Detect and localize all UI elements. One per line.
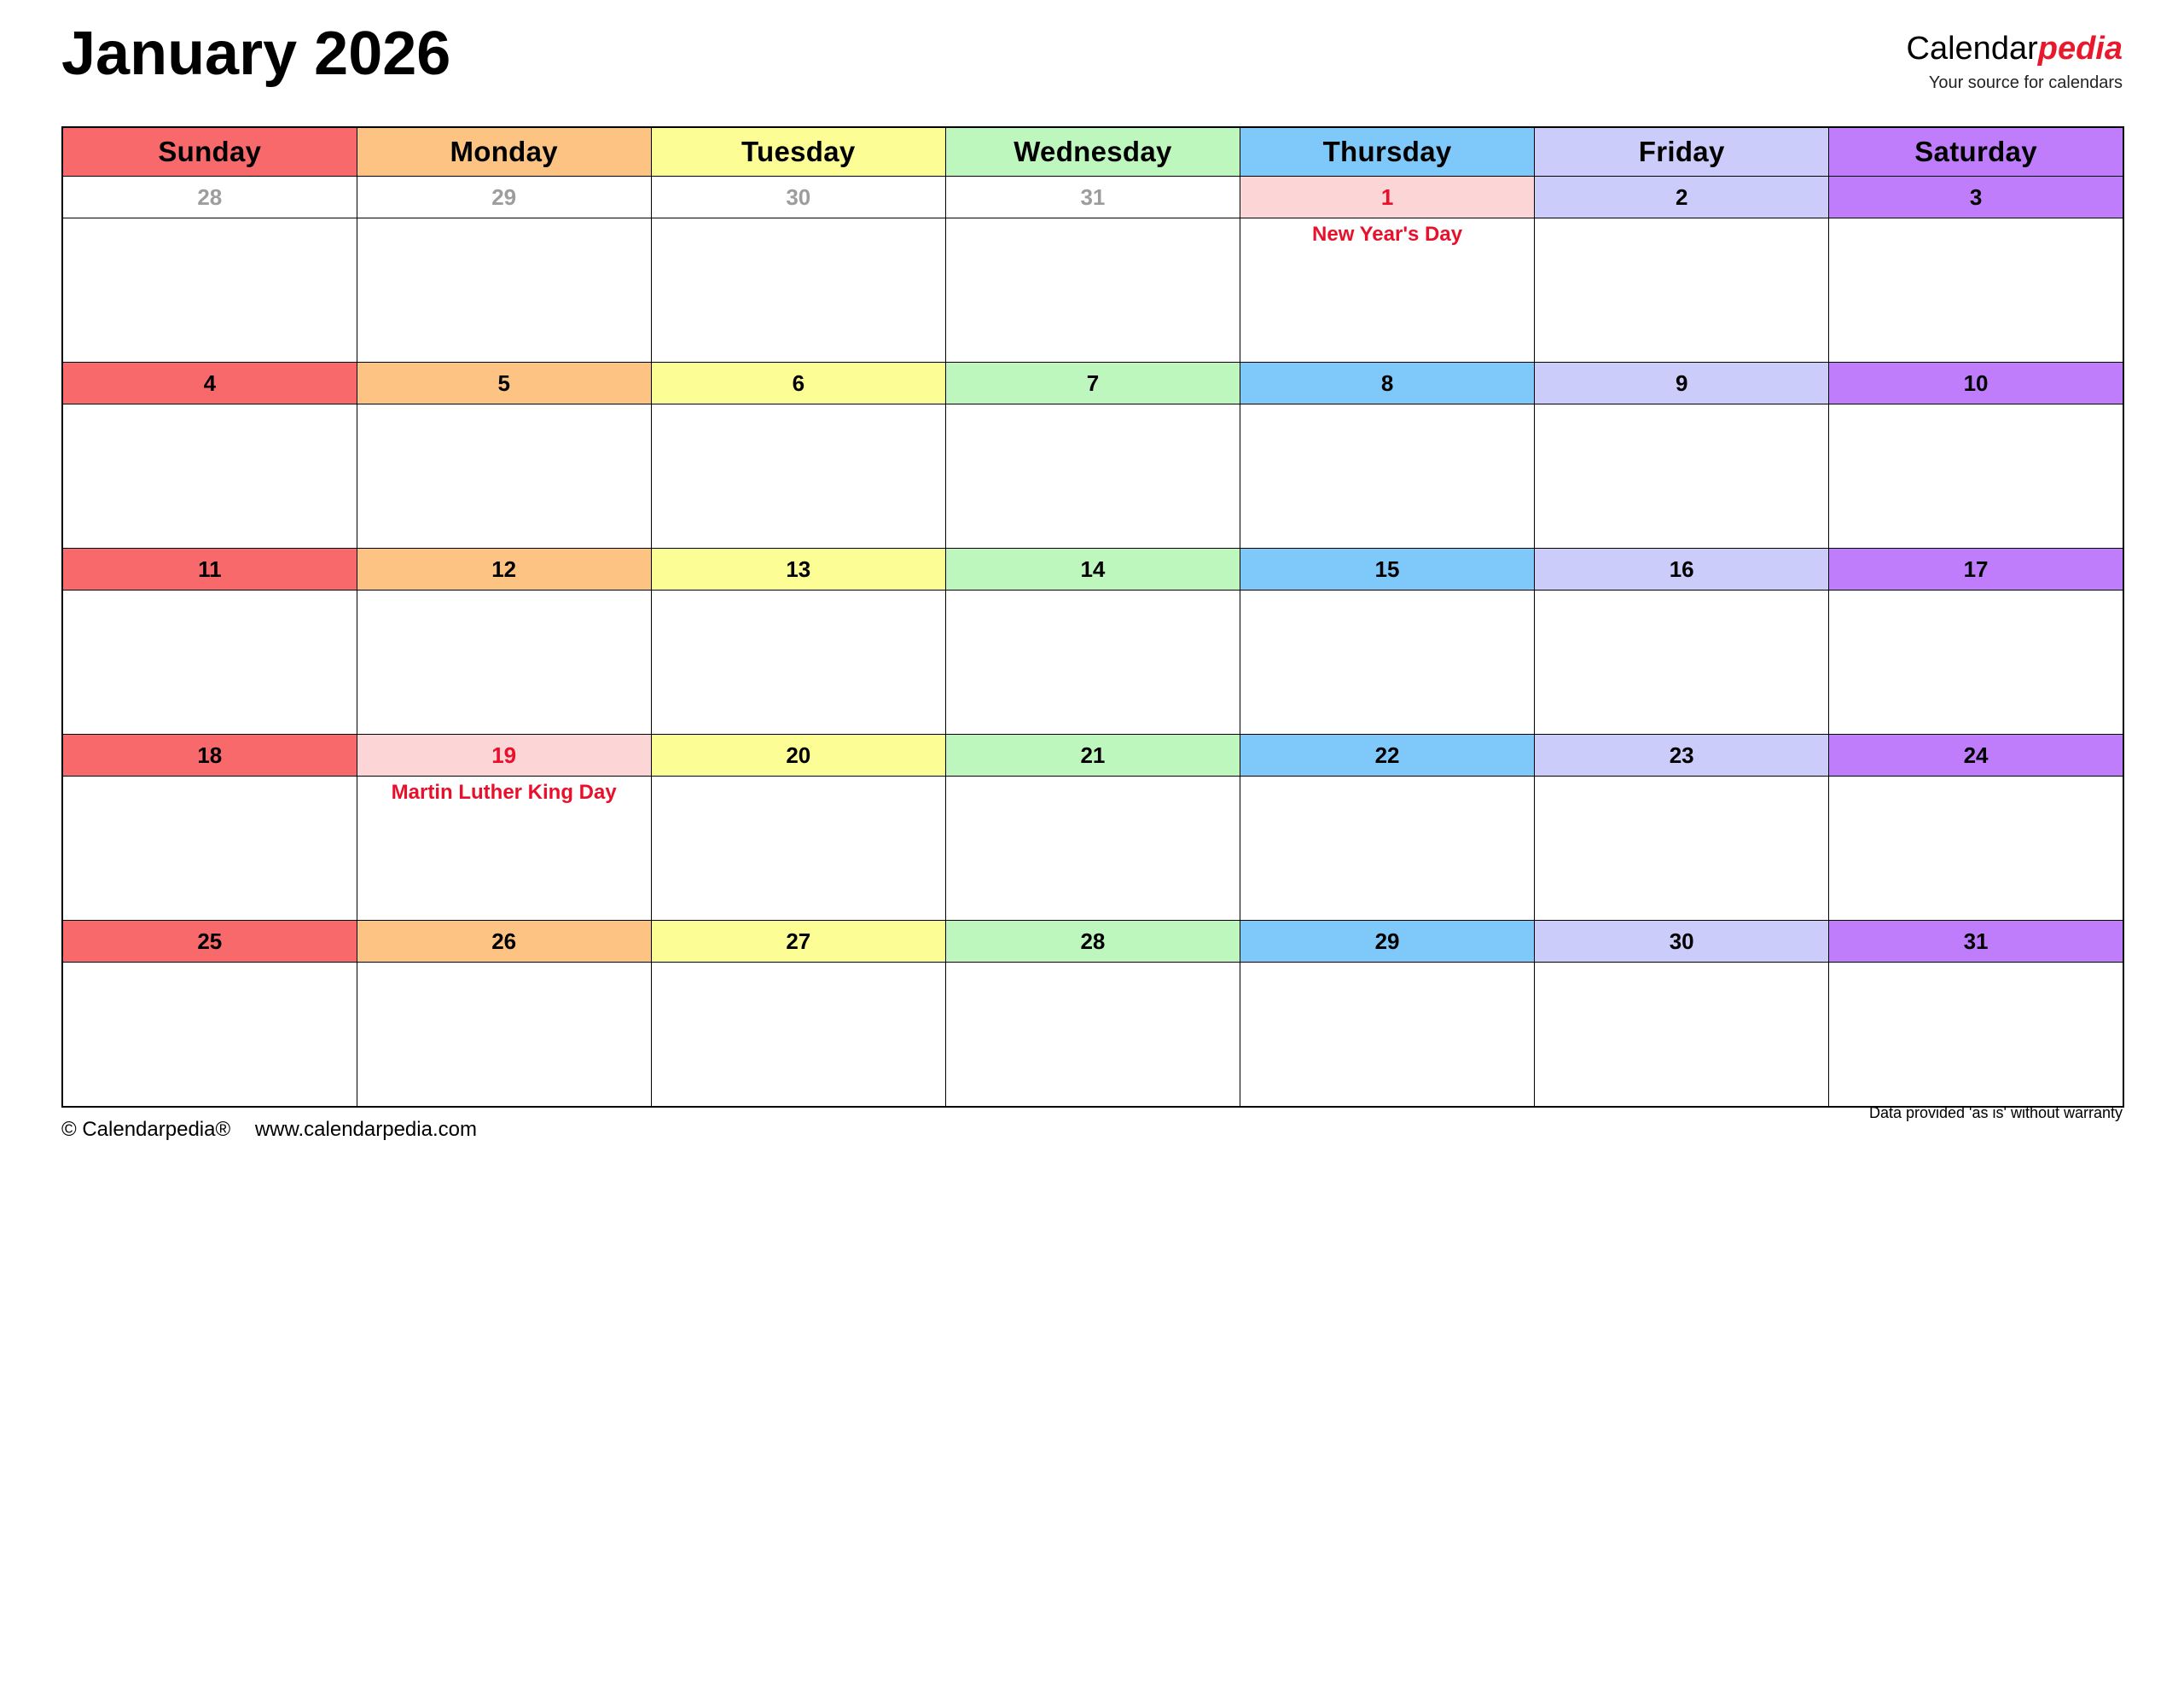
weekday-header-thursday: Thursday — [1240, 127, 1535, 177]
calendar-date-row — [62, 177, 2123, 218]
day-notes-cell[interactable] — [1829, 777, 2123, 921]
footer-left — [61, 1118, 477, 1142]
date-number-cell[interactable]: 31 — [945, 177, 1240, 218]
date-number-cell[interactable]: 30 — [1535, 921, 1829, 963]
calendar-body-row — [62, 591, 2123, 735]
brand-logo — [1907, 32, 2123, 93]
date-number-cell[interactable]: 12 — [357, 549, 651, 591]
day-notes-cell[interactable] — [651, 218, 945, 363]
day-notes-cell[interactable] — [1240, 777, 1535, 921]
holiday-label: New Year's Day — [1312, 223, 1463, 246]
brand-name-main: Calendar — [1906, 31, 2038, 67]
calendar-table — [61, 126, 2124, 1108]
calendar-body-row — [62, 404, 2123, 549]
date-number-cell[interactable]: 20 — [651, 735, 945, 777]
date-number-cell[interactable]: 23 — [1535, 735, 1829, 777]
day-notes-cell[interactable] — [651, 404, 945, 549]
date-number-cell[interactable]: 15 — [1240, 549, 1535, 591]
page-title — [61, 19, 450, 89]
day-notes-cell[interactable] — [651, 963, 945, 1108]
date-number-cell[interactable]: 3 — [1829, 177, 2123, 218]
date-number-cell[interactable]: 21 — [945, 735, 1240, 777]
day-notes-cell[interactable] — [62, 777, 357, 921]
brand-tagline: Your source for calendars — [1928, 73, 2123, 92]
day-notes-cell[interactable] — [1535, 591, 1829, 735]
date-number-cell[interactable]: 25 — [62, 921, 357, 963]
calendar-body-row — [62, 963, 2123, 1108]
day-notes-cell[interactable] — [62, 404, 357, 549]
date-number-cell[interactable]: 16 — [1535, 549, 1829, 591]
date-number-cell[interactable]: 29 — [1240, 921, 1535, 963]
calendar-body-row — [62, 218, 2123, 363]
weekday-header-sunday: Sunday — [62, 127, 357, 177]
day-notes-cell[interactable] — [62, 963, 357, 1108]
calendar-date-row — [62, 549, 2123, 591]
day-notes-cell[interactable] — [945, 404, 1240, 549]
day-notes-cell[interactable] — [1240, 963, 1535, 1108]
date-number-cell[interactable]: 19 — [357, 735, 651, 777]
weekday-header-wednesday: Wednesday — [945, 127, 1240, 177]
date-number-cell[interactable]: 28 — [945, 921, 1240, 963]
day-notes-cell[interactable] — [651, 591, 945, 735]
day-notes-cell[interactable] — [357, 404, 651, 549]
day-notes-cell[interactable] — [1829, 404, 2123, 549]
day-notes-cell[interactable] — [62, 218, 357, 363]
day-notes-cell[interactable] — [1829, 218, 2123, 363]
weekday-header-monday: Monday — [357, 127, 651, 177]
brand-name — [1907, 32, 2123, 65]
date-number-cell[interactable]: 22 — [1240, 735, 1535, 777]
day-notes-cell[interactable] — [357, 963, 651, 1108]
day-notes-cell[interactable] — [1240, 218, 1535, 363]
date-number-cell[interactable]: 7 — [945, 363, 1240, 404]
day-notes-cell[interactable] — [945, 218, 1240, 363]
day-notes-cell[interactable] — [357, 591, 651, 735]
day-notes-cell[interactable] — [357, 777, 651, 921]
date-number-cell[interactable]: 5 — [357, 363, 651, 404]
date-number-cell[interactable]: 2 — [1535, 177, 1829, 218]
calendar-date-row — [62, 921, 2123, 963]
date-number-cell[interactable]: 14 — [945, 549, 1240, 591]
calendar-date-row — [62, 735, 2123, 777]
page-header — [61, 0, 2123, 126]
date-number-cell[interactable]: 27 — [651, 921, 945, 963]
day-notes-cell[interactable] — [1829, 591, 2123, 735]
date-number-cell[interactable]: 17 — [1829, 549, 2123, 591]
date-number-cell[interactable]: 6 — [651, 363, 945, 404]
date-number-cell[interactable]: 10 — [1829, 363, 2123, 404]
date-number-cell[interactable]: 28 — [62, 177, 357, 218]
day-notes-cell[interactable] — [1535, 218, 1829, 363]
day-notes-cell[interactable] — [651, 777, 945, 921]
weekday-header-tuesday: Tuesday — [651, 127, 945, 177]
day-notes-cell[interactable] — [62, 591, 357, 735]
date-number-cell[interactable]: 30 — [651, 177, 945, 218]
calendar-date-row — [62, 363, 2123, 404]
date-number-cell[interactable]: 11 — [62, 549, 357, 591]
date-number-cell[interactable]: 24 — [1829, 735, 2123, 777]
holiday-label: Martin Luther King Day — [391, 781, 617, 804]
day-notes-cell[interactable] — [357, 218, 651, 363]
date-number-cell[interactable]: 31 — [1829, 921, 2123, 963]
title-month: January — [61, 20, 298, 88]
day-notes-cell[interactable] — [1535, 404, 1829, 549]
day-notes-cell[interactable] — [945, 777, 1240, 921]
footer-disclaimer: Data provided 'as is' without warranty — [1868, 1104, 2123, 1121]
day-notes-cell[interactable] — [945, 963, 1240, 1108]
brand-name-accent: pedia — [2037, 31, 2123, 67]
weekday-header-saturday: Saturday — [1829, 127, 2123, 177]
date-number-cell[interactable]: 1 — [1240, 177, 1535, 218]
title-year: 2026 — [314, 20, 451, 88]
weekday-header-friday: Friday — [1535, 127, 1829, 177]
page-footer — [61, 1104, 2123, 1152]
day-notes-cell[interactable] — [1240, 591, 1535, 735]
date-number-cell[interactable]: 29 — [357, 177, 651, 218]
footer-copyright: © Calendarpedia® — [61, 1118, 231, 1141]
weekday-header-row — [62, 127, 2123, 177]
date-number-cell[interactable]: 18 — [62, 735, 357, 777]
date-number-cell[interactable]: 4 — [62, 363, 357, 404]
date-number-cell[interactable]: 8 — [1240, 363, 1535, 404]
date-number-cell[interactable]: 26 — [357, 921, 651, 963]
footer-website-link[interactable]: www.calendarpedia.com — [254, 1118, 477, 1141]
date-number-cell[interactable]: 13 — [651, 549, 945, 591]
day-notes-cell[interactable] — [1535, 777, 1829, 921]
calendar-body-row — [62, 777, 2123, 921]
day-notes-cell[interactable] — [1240, 404, 1535, 549]
date-number-cell[interactable]: 9 — [1535, 363, 1829, 404]
day-notes-cell[interactable] — [945, 591, 1240, 735]
day-notes-cell[interactable] — [1829, 963, 2123, 1108]
day-notes-cell[interactable] — [1535, 963, 1829, 1108]
